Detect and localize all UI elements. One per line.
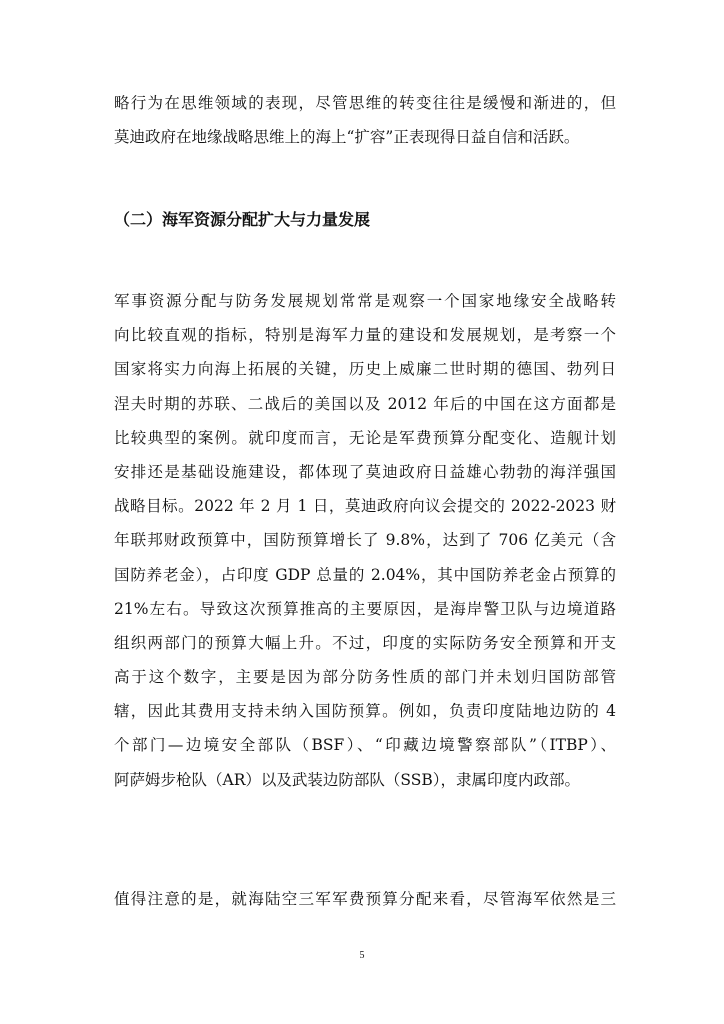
paragraph-line: 组织两部门的预算大幅上升。不过，印度的实际防务安全预算和开支: [114, 633, 616, 652]
paragraph-line: 阿萨姆步枪队（AR）以及武装边防部队（SSB），隶属印度内政部。: [114, 770, 580, 789]
page-number: 5: [359, 950, 365, 961]
paragraph-line: 军事资源分配与防务发展规划常常是观察一个国家地缘安全战略转: [114, 292, 616, 310]
paragraph-line: 21%左右。导致这次预算推高的主要原因，是海岸警卫队与边境道路: [114, 599, 616, 618]
paragraph-line: 个部门—边境安全部队（BSF）、“印藏边境警察部队”（ITBP）、: [114, 736, 616, 755]
paragraph-line: 涅夫时期的苏联、二战后的美国以及 2012 年后的中国在这方面都是: [114, 394, 616, 413]
paragraph-line: 年联邦财政预算中，国防预算增长了 9.8%，达到了 706 亿美元（含: [114, 531, 616, 550]
paragraph-line: 向比较直观的指标，特别是海军力量的建设和发展规划，是考察一个: [114, 326, 616, 345]
paragraph-line: 值得注意的是，就海陆空三军军费预算分配来看，尽管海军依然是三: [114, 890, 616, 908]
paragraph-line: 安排还是基础设施建设，都体现了莫迪政府日益雄心勃勃的海洋强国: [114, 462, 616, 481]
paragraph-line: 战略目标。2022 年 2 月 1 日，莫迪政府向议会提交的 2022-2023 财: [114, 497, 616, 516]
paragraph-3: [114, 882, 616, 916]
paragraph-line: 国家将实力向海上拓展的关键，历史上威廉二世时期的德国、勃列日: [114, 360, 616, 379]
paragraph-line: 国防养老金），占印度 GDP 总量的 2.04%，其中国防养老金占预算的: [114, 565, 616, 584]
paragraph-line: 略行为在思维领域的表现，尽管思维的转变往往是缓慢和渐进的，但: [114, 94, 616, 112]
paragraph-2: [114, 284, 616, 797]
paragraph-line: 辖，因此其费用支持未纳入国防预算。例如，负责印度陆地边防的 4: [114, 702, 616, 721]
section-heading: （二）海军资源分配扩大与力量发展: [114, 210, 371, 229]
paragraph-1: [114, 86, 616, 154]
paragraph-line: 莫迪政府在地缘战略思维上的海上“扩容”正表现得日益自信和活跃。: [114, 128, 580, 147]
paragraph-line: 比较典型的案例。就印度而言，无论是军费预算分配变化、造舰计划: [114, 428, 616, 447]
paragraph-line: 高于这个数字，主要是因为部分防务性质的部门并未划归国防部管: [114, 668, 616, 687]
